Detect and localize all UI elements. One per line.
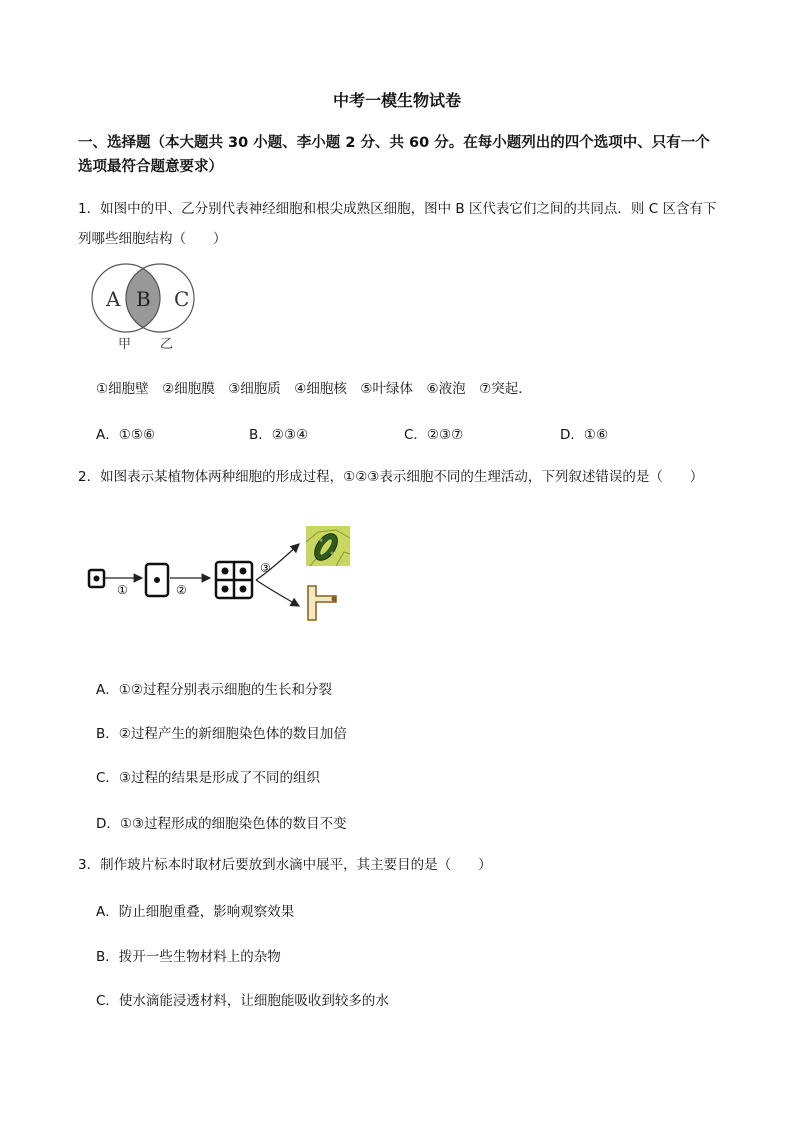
- question-2-option-a[interactable]: A．①②过程分别表示细胞的生长和分裂: [96, 682, 332, 698]
- divided-cells: [216, 562, 252, 598]
- venn-diagram: [88, 258, 208, 354]
- question-3-stem: 3．制作玻片标本时取材后要放到水滴中展平，其主要目的是（ ）: [78, 857, 492, 873]
- question-2-option-d[interactable]: D．①③过程形成的细胞染色体的数目不变: [96, 816, 347, 832]
- section-heading: 一、选择题（本大题共 30 小题、李小题 2 分、共 60 分。在每小题列出的四个选项中、只有一个选项最符合题意要求）: [78, 135, 710, 175]
- question-1-stem: 1．如图中的甲、乙分别代表神经细胞和根尖成熟区细胞，图中 B 区代表它们之间的共同点．则 C 区含有下列哪些细胞结构（ ）: [78, 201, 717, 247]
- step-1-label: ①: [117, 583, 128, 597]
- root-hair-cell-image: [308, 586, 337, 620]
- venn-caption-left: 甲: [118, 337, 132, 352]
- question-3-option-a[interactable]: A．防止细胞重叠，影响观察效果: [96, 904, 295, 920]
- question-2-option-c[interactable]: C．③过程的结果是形成了不同的组织: [96, 770, 321, 786]
- page-title: 中考一模生物试卷: [332, 91, 461, 110]
- question-3-option-b[interactable]: B．拨开一些生物材料上的杂物: [96, 949, 281, 965]
- question-1-option-a[interactable]: A．①⑤⑥: [96, 427, 156, 443]
- venn-label-b: B: [136, 287, 151, 311]
- cell-formation-diagram: [86, 522, 356, 624]
- venn-label-c: C: [174, 287, 190, 311]
- step-2-label: ②: [176, 583, 187, 597]
- venn-caption-right: 乙: [160, 337, 174, 352]
- question-2-stem: 2．如图表示某植物体两种细胞的形成过程，①②③表示细胞不同的生理活动，下列叙述错误的是（ ）: [78, 469, 704, 485]
- step-3-label: ③: [260, 561, 271, 575]
- question-1-option-c[interactable]: C．②③⑦: [404, 427, 464, 443]
- question-1-option-d[interactable]: D．①⑥: [560, 427, 609, 443]
- venn-label-a: A: [106, 287, 121, 311]
- guard-cells-image: [306, 526, 350, 566]
- question-1-items: ①细胞壁 ②细胞膜 ③细胞质 ④细胞核 ⑤叶绿体 ⑥液泡 ⑦突起．: [96, 381, 532, 397]
- question-2-option-b[interactable]: B．②过程产生的新细胞染色体的数目加倍: [96, 726, 347, 742]
- question-1-option-b[interactable]: B．②③④: [249, 427, 309, 443]
- question-3-option-c[interactable]: C．使水滴能浸透材料，让细胞能吸收到较多的水: [96, 993, 389, 1009]
